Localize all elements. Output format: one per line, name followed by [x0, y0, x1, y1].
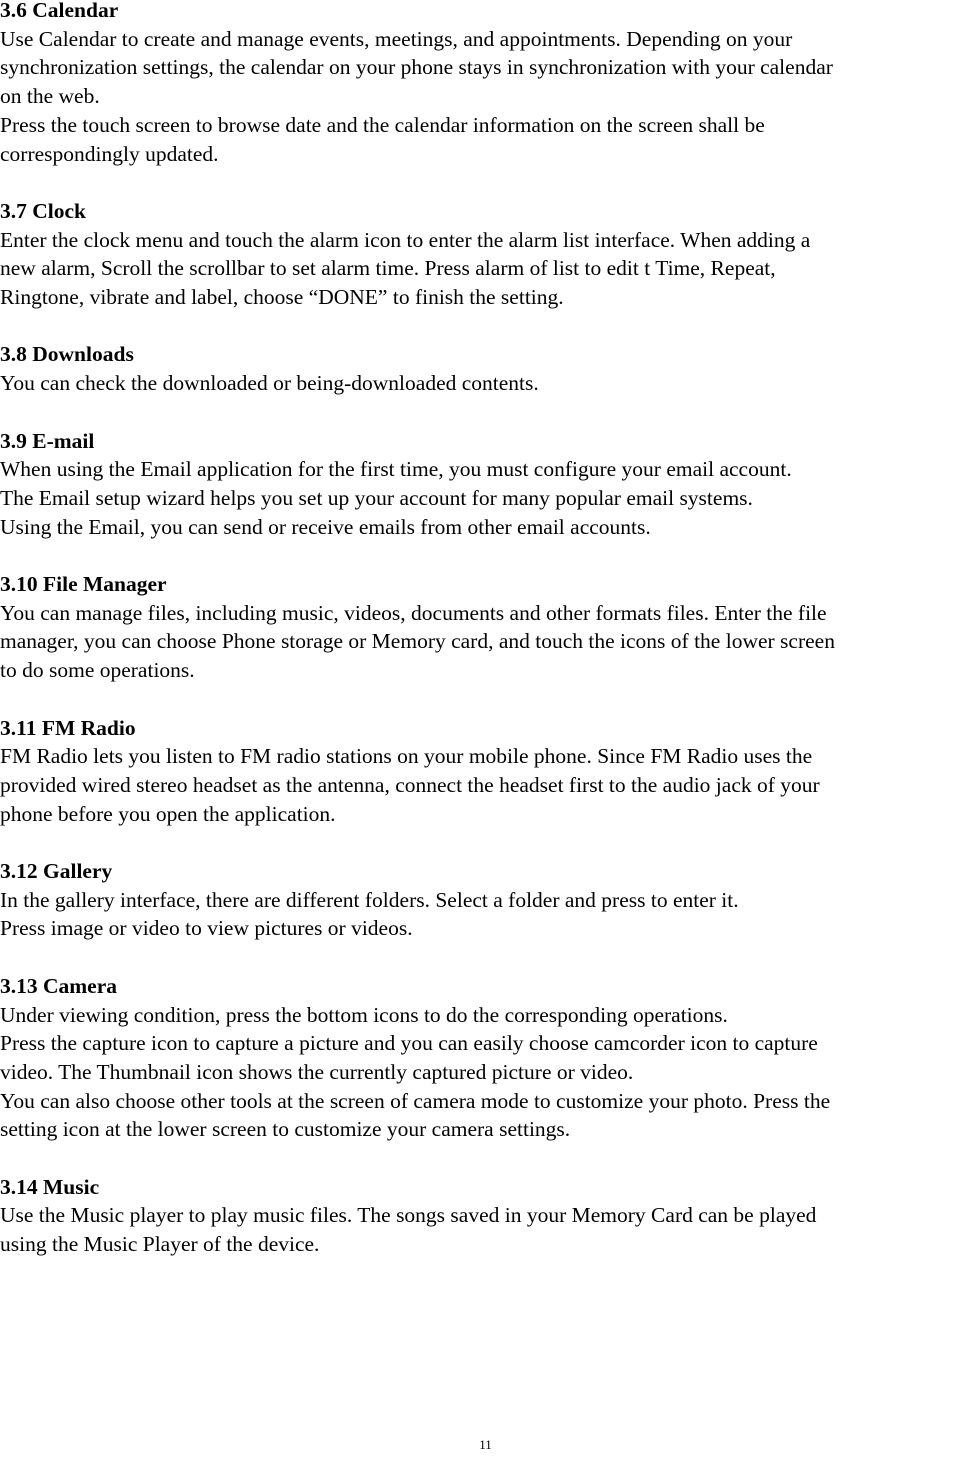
- paragraph-line: Ringtone, vibrate and label, choose “DONE” to finish the setting.: [0, 285, 564, 309]
- paragraph-line: Under viewing condition, press the bottom icons to do the corresponding operations.: [0, 1002, 728, 1027]
- paragraph-line: You can manage files, including music, videos, documents and other formats files. Enter the file: [0, 600, 827, 625]
- paragraph-line: When using the Email application for the first time, you must configure your email account.: [0, 457, 792, 482]
- paragraph-line: setting icon at the lower screen to customize your camera settings.: [0, 1117, 571, 1142]
- paragraph-line: Using the Email, you can send or receive emails from other email accounts.: [0, 514, 651, 539]
- section-heading: 3.10 File Manager: [0, 572, 167, 596]
- paragraph-line: Use the Music player to play music files. The songs saved in your Memory Card can be played: [0, 1203, 817, 1228]
- paragraph-line: You can also choose other tools at the screen of camera mode to customize your photo. Press the: [0, 1088, 831, 1113]
- paragraph-line: correspondingly updated.: [0, 141, 219, 166]
- paragraph-line: In the gallery interface, there are different folders. Select a folder and press to enter it.: [0, 887, 739, 912]
- paragraph-line: provided wired stereo headset as the antenna, connect the headset first to the audio jack of your: [0, 772, 820, 797]
- paragraph-line: The Email setup wizard helps you set up your account for many popular email systems.: [0, 485, 753, 510]
- paragraph-line: new alarm, Scroll the scrollbar to set alarm time. Press alarm of list to edit t Time, Repeat,: [0, 256, 776, 281]
- paragraph-line: Enter the clock menu and touch the alarm icon to enter the alarm list interface. When adding a: [0, 227, 811, 252]
- section-heading: 3.14 Music: [0, 1174, 100, 1199]
- paragraph-line: Use Calendar to create and manage events, meetings, and appointments. Depending on your: [0, 26, 793, 51]
- section-heading: 3.13 Camera: [0, 973, 118, 998]
- section-heading: 3.8 Downloads: [0, 342, 134, 367]
- paragraph-line: on the web.: [0, 84, 100, 109]
- paragraph-line: synchronization settings, the calendar on your phone stays in synchronization with your calendar: [0, 55, 833, 80]
- paragraph-line: Press the touch screen to browse date and the calendar information on the screen shall be: [0, 112, 765, 137]
- paragraph-line: video. The Thumbnail icon shows the currently captured picture or video.: [0, 1059, 634, 1084]
- section-heading: 3.12 Gallery: [0, 859, 113, 883]
- section-heading: 3.6 Calendar: [0, 0, 119, 22]
- section-heading: 3.9 E-mail: [0, 428, 95, 453]
- section-heading: 3.11 FM Radio: [0, 715, 136, 740]
- paragraph-line: FM Radio lets you listen to FM radio stations on your mobile phone. Since FM Radio uses the: [0, 744, 813, 769]
- paragraph-line: phone before you open the application.: [0, 801, 336, 826]
- paragraph-line: You can check the downloaded or being-downloaded contents.: [0, 371, 539, 396]
- paragraph-line: to do some operations.: [0, 658, 195, 683]
- paragraph-line: using the Music Player of the device.: [0, 1232, 320, 1257]
- paragraph-line: Press the capture icon to capture a picture and you can easily choose camcorder icon to capture: [0, 1031, 818, 1056]
- paragraph-line: Press image or video to view pictures or videos.: [0, 916, 413, 941]
- section-heading: 3.7 Clock: [0, 198, 86, 223]
- page-number: 11: [479, 1437, 492, 1452]
- paragraph-line: manager, you can choose Phone storage or Memory card, and touch the icons of the lower screen: [0, 629, 835, 654]
